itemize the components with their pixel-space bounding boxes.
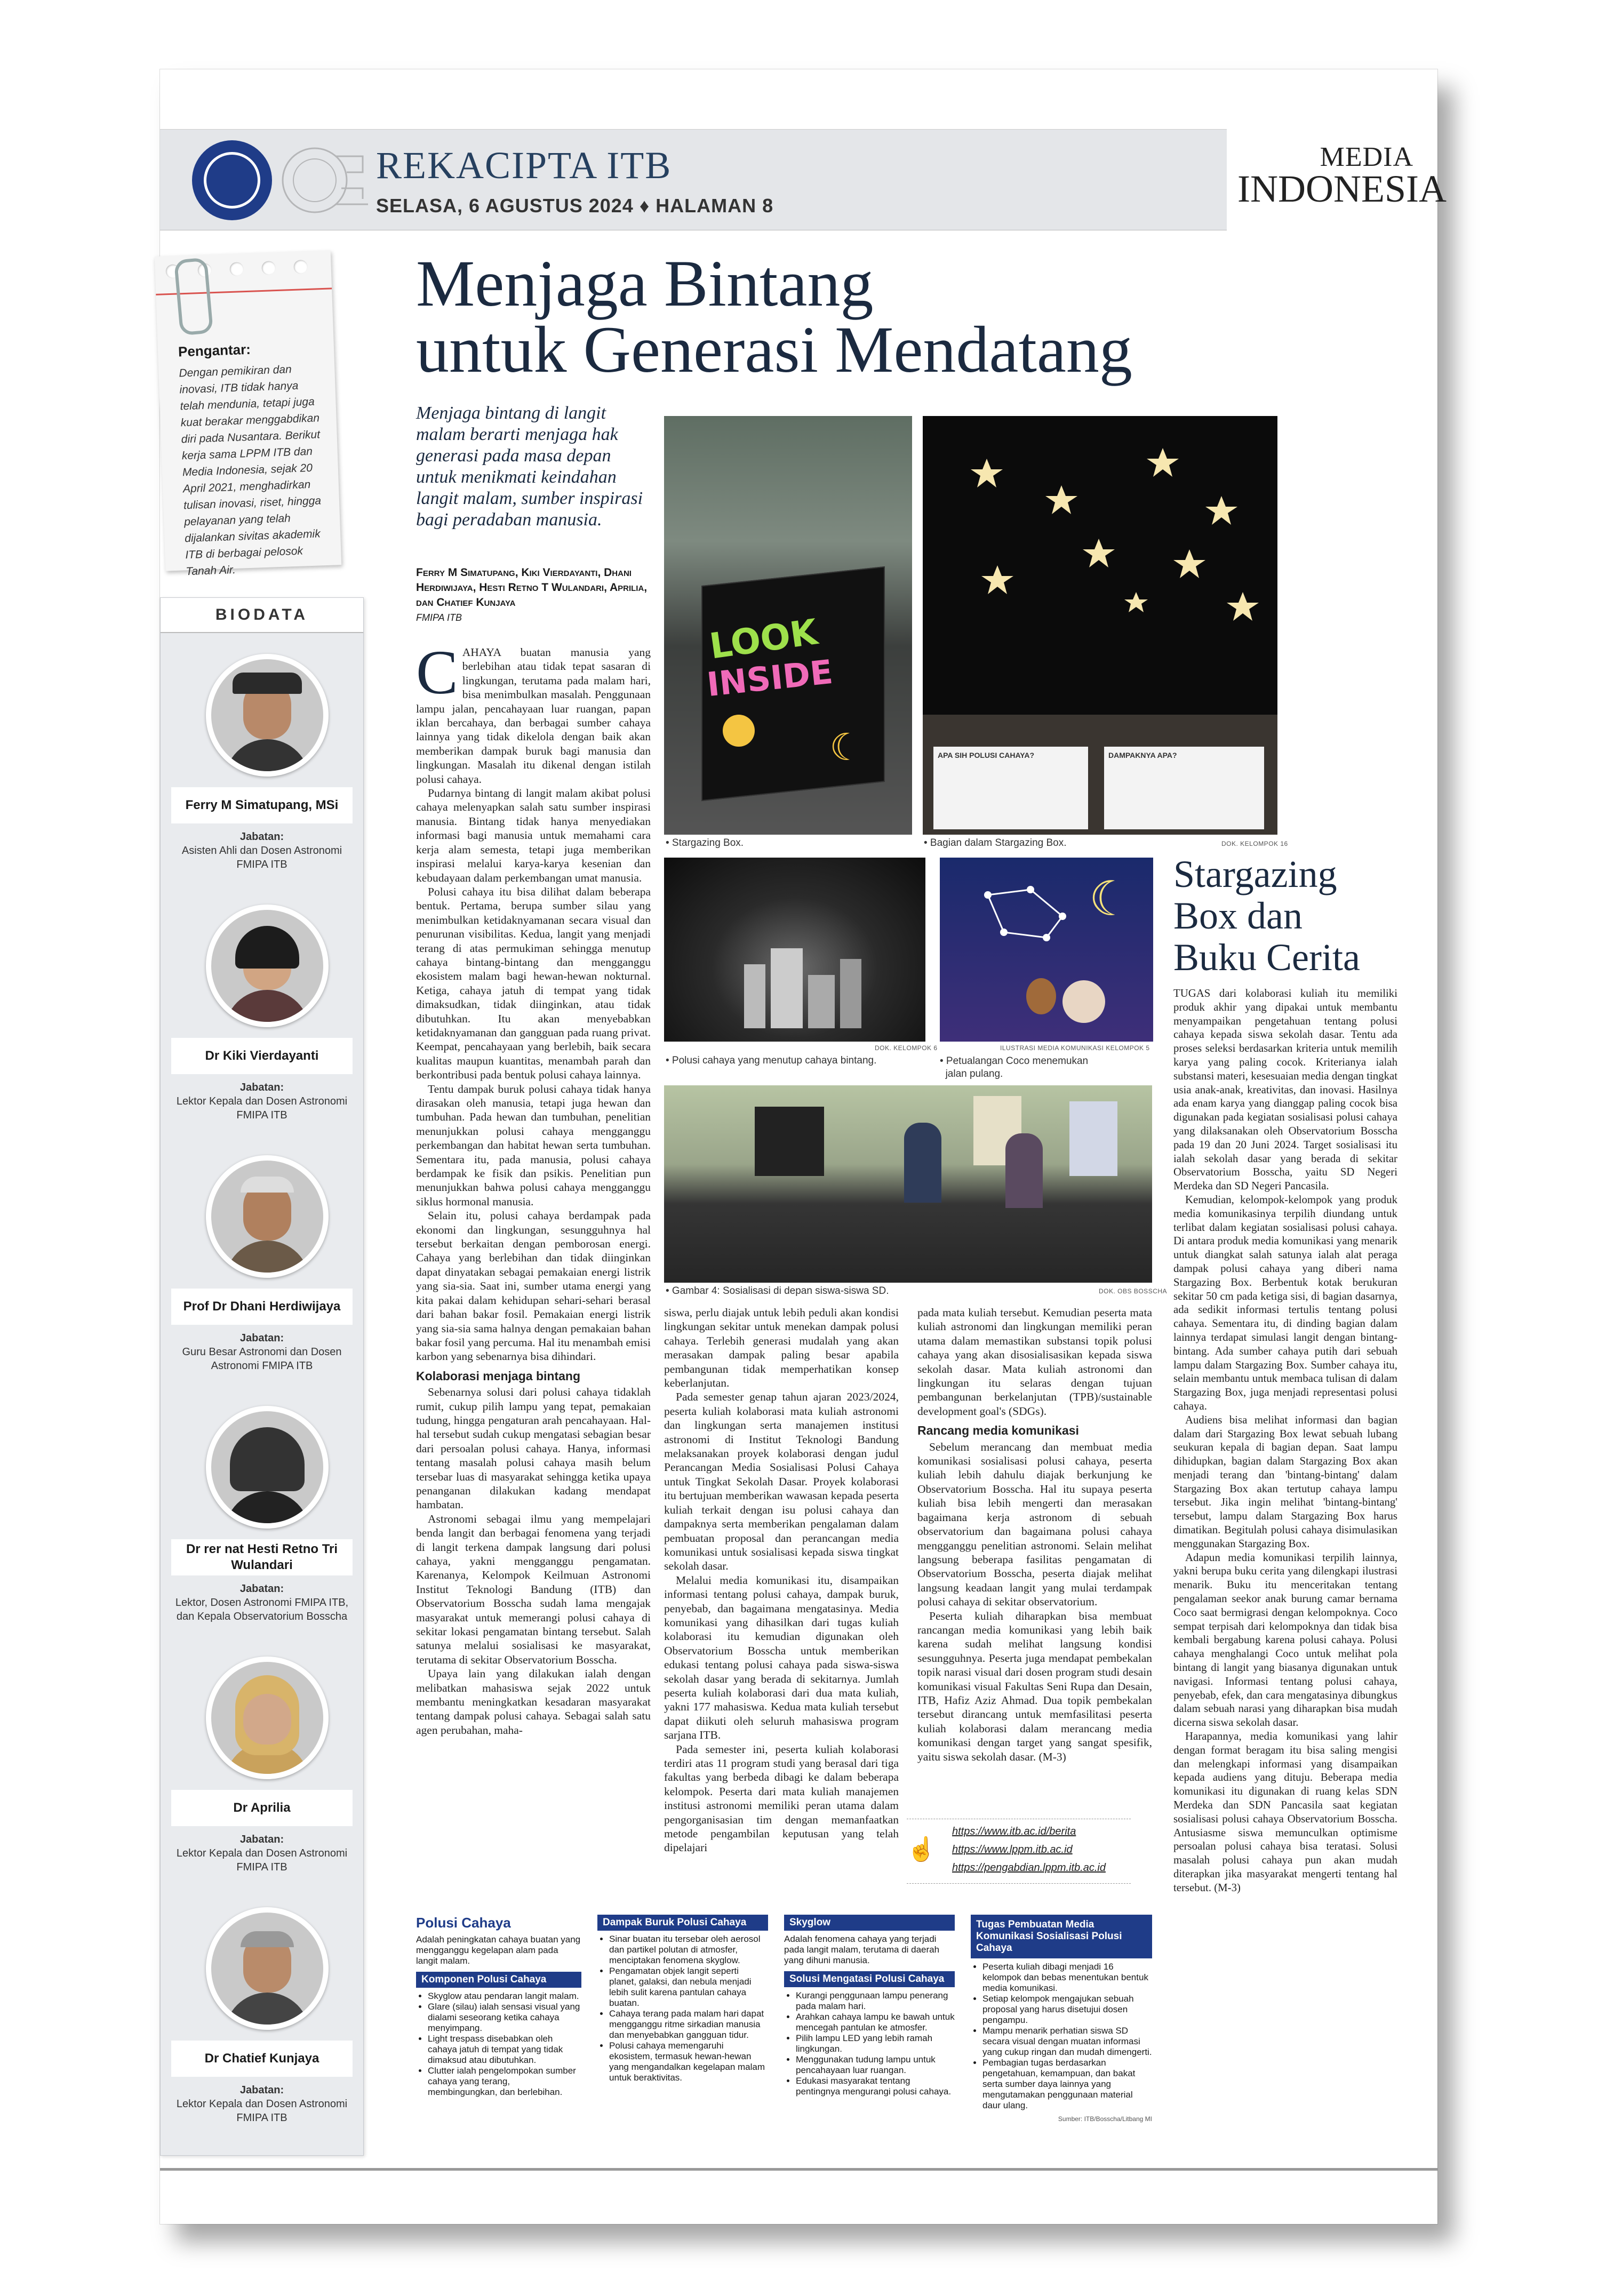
bio-person [161,905,363,1155]
photo-stargazing-box: LOOK INSIDE ☾ [664,416,912,835]
info-dampak: Dampak Buruk Polusi Cahaya • Sinar buatan itu tersebar oleh aerosol dan partikel polutan di atmosfer, menciptakan fenomena skyglow. • Pengamatan objek langit seperti planet, galaksi, dan nebula menjadi lebih sulit karena pantulan cahaya buatan. • Cahaya terang pada malam hari dapat mengganggu ritme sirkadian manusia dan menyebabkan gangguan tidur. • Polusi cahaya memengaruhi ekosistem, termasuk hewan-hewan yang mengandalkan kegelapan malam untuk beraktivitas. [597,1915,768,2083]
info-tugas: Tugas Pembuatan Media Komunikasi Sosialisasi Polusi Cahaya • Peserta kuliah dibagi menjadi 16 kelompok dan bebas menentukan bentuk media komunikasi. • Setiap kelompok mengajukan sebuah proposal yang harus disetujui dosen pengampu. • Mampu menarik perhatian siswa SD secara visual dengan muatan informasi yang cukup ringan dan mudah dimengerti. • Pembagian tugas berdasarkan pengetahuan, kemampuan, dan bakat serta sumber daya lainnya yang mengutamakan penggunaan material daur ulang. Sumber: ITB/Bosscha/Litbang MI [971,1915,1152,2123]
bio-name: Dr Chatief Kunjaya [171,2041,353,2077]
photo-inside-box: APA SIH POLUSI CAHAYA? DAMPAKNYA APA? [923,416,1277,835]
section-title: REKACIPTA ITB [376,144,672,187]
biodata-panel [160,597,364,2156]
photo-caption: • Petualangan Coco menemukan jalan pulang. [940,1055,1089,1079]
link[interactable]: https://pengabdian.lppm.itb.ac.id [952,1862,1106,1874]
bio-person [161,1657,363,1907]
article-column-3: pada mata kuliah tersebut. Kemudian peserta mata kuliah astronomi dan lingkungan memiliki peran utama dalam memastikan substansi topik polusi cahaya yang akan disosialisasikan kepada siswa sekolah dasar. Mata kuliah astronomi dan lingkungan itu selaras dengan tujuan pembangunan berkelanjutan (TPB)/sustainable development goal's (SDGs). Rancang media komunikasi Sebelum merancang dan membuat media komunikasi sosialisasi polusi cahaya, peserta kuliah lebih dahulu diajak berkunjung ke Observatorium Bosscha. Hal itu supaya peserta kuliah bisa lebih mengerti dan merasakan bagaimana kerja astronom di sebuah observatorium dan bagaimana polusi cahaya mengganggu penelitian astronomi. Selain melihat langsung beberapa fasilitas pengamatan di Observatorium Bosscha, peserta diajak melihat langsung keadaan langit yang mulai terdampak polusi cahaya di sekitar observatorium. Peserta kuliah diharapkan bisa membuat rancangan media komunikasi yang lebih baik karena sudah melihat langsung kondisi sesungguhnya. Peserta juga mendapat pembekalan topik narasi visual dari dosen program studi desain komunikasi visual Fakultas Seni Rupa dan Desain, ITB, Hafiz Aziz Ahmad. Dua topik pembekalan tersebut dirancang untuk memfasilitasi peserta kuliah kolaborasi dalam merancang media komunikasi dengan target yang sangat spesifik, yaitu siswa sekolah dasar. (M-3) [917,1306,1152,1763]
subheading: Kolaborasi menjaga bintang [416,1369,580,1383]
bio-name: Dr Kiki Vierdayanti [171,1038,353,1074]
lead-paragraph: Menjaga bintang di langit malam berarti menjaga hak generasi pada masa depan untuk menikmati keindahan langit malam, sumber inspirasi bagi peradaban manusia. [416,403,643,530]
bio-role: Jabatan: Guru Besar Astronomi dan Dosen Astronomi FMIPA ITB [182,1332,342,1372]
headline: Menjaga Bintang untuk Generasi Mendatang [416,247,1132,386]
byline: Ferry M Simatupang, Kiki Vierdayanti, Dhani Herdiwijaya, Hesti Retno T Wulandari, Aprilia, dan Chatief Kunjaya FMIPA ITB [416,566,648,623]
photo-credit: DOK. KELOMPOK 16 [1221,840,1288,847]
cursor-click-icon: ☝ [907,1836,936,1862]
avatar [206,1155,329,1278]
photo-credit: DOK. OBS BOSSCHA [1099,1287,1168,1295]
bio-person [161,1907,363,2158]
section-header [160,129,1447,230]
avatar [206,1406,329,1529]
photo-caption: • Polusi cahaya yang menutup cahaya bintang. [666,1055,877,1066]
photo-caption: • Bagian dalam Stargazing Box. [924,837,1067,849]
article-column-1: CAHAYA buatan manusia yang berlebihan atau tidak tepat sasaran di lingkungan, terutama pada malam hari, bisa menimbulkan masalah. Penggunaan lampu jalan, pencahayaan luar ruangan, papan iklan bercahaya, dan berbagai sumber cahaya lainnya yang tidak dikelola dengan baik akan memberikan dampak buruk bagi manusia dan lingkungan. Masalah itu dikenal dengan istilah polusi cahaya. Pudarnya bintang di langit malam akibat polusi cahaya melenyapkan salah satu sumber inspirasi manusia. Bintang tidak hanya menyediakan informasi bagi manusia untuk memahami cara kerja alam semesta, tetapi juga memberikan inspirasi melalui karya-karya kesenian dan kebudayaan dalam perkembangan umat manusia. Polusi cahaya itu bisa dilihat dalam beberapa bentuk. Pertama, berupa sumber silau yang menimbulkan ketidaknyamanan secara visual dan penurunan visibilitas. Kedua, langit yang menjadi terang di atas permukiman sehingga menutup cahaya bintang-bintang dan mengganggu ekosistem malam bagi hewan-hewan nokturnal. Ketiga, cahaya jatuh di tempat yang tidak dimaksudkan, tidak diinginkan, atau tidak dibutuhkan. Itu akan menyebabkan ketidaknyamanan dan gangguan pada ruang privat. Keempat, pencahayaan yang berlebih, baik secara kualitas maupun kuantitas, menambah parah dan berkontribusi pada bentuk polusi cahaya lainnya. Tentu dampak buruk polusi cahaya tidak hanya dirasakan oleh manusia, tetapi juga hewan dan tumbuhan. Pada hewan dan tumbuhan, penelitian menunjukkan polusi cahaya mengganggu perkembangan dan habitat hewan serta tumbuhan. Sementara itu, pada manusia, polusi cahaya berdampak ke fisik dan psikis. Penelitian pun menunjukkan bahwa polusi cahaya mengganggu siklus hormonal manusia. Selain itu, polusi cahaya berdampak pada ekonomi dan lingkungan, sesungguhnya hal tersebut berkaitan dengan pemborosan energi. Cahaya yang berlebihan dan tidak diinginkan dapat dinyatakan sebagai pemakaian energi listrik yang sia-sia. Saat ini, sumber utama energi yang kita pakai dalam kehidupan sehari-sehari berasal dari bahan bakar fosil. Pemakaian energi listrik yang sia-sia sama halnya dengan pemakaian bahan bakar fosil yang percuma. Hal itu menambah emisi karbon yang sebenarnya bisa dihindari. Kolaborasi menjaga bintang Sebenarnya solusi dari polusi cahaya tidaklah rumit, cukup pilih lampu yang tepat, pemakaian tudung, hingga pengaturan arah pencahayaan. Hal-hal tersebut sudah cukup mengatasi sebagian besar dari persoalan polusi cahaya. Hanya, informasi tentang masalah polusi cahaya masih belum tersebar luas di masyarakat sehingga ketika upaya penanganan dilakukan kadang mendapat hambatan. Astronomi sebagai ilmu yang mempelajari benda langit dan berbagai fenomena yang terjadi di langit terkena dampak langsung dari polusi cahaya, yakni mengganggu pengamatan. Karenanya, Kelompok Keilmuan Astronomi Institut Teknologi Bandung (ITB) dan Observatorium Bosscha sudah lama mengajak masyarakat untuk memerangi polusi cahaya di sekitar lokasi pengamatan bintang tersebut. Salah satunya melalui sosialisasi ke masyarakat, terutama di sekitar Observatorium Bosscha. Upaya lain yang dilakukan ialah dengan melibatkan mahasiswa sejak 2022 untuk membantu meningkatkan kesadaran masyarakat tentang dampak polusi cahaya. Sebagai salah satu agen perubahan, maha- [416,637,651,1737]
photo-caption: • Stargazing Box. [666,837,744,849]
biodata-heading: BIODATA [161,598,363,633]
photo-classroom [664,1085,1152,1283]
bio-name: Dr rer nat Hesti Retno Tri Wulandari [171,1539,353,1575]
photo-light-pollution [664,858,925,1042]
stars-illustration [923,416,1277,715]
itb-logo [192,140,272,220]
photo-credit: ILUSTRASI MEDIA KOMUNIKASI KELOMPOK 5 [1000,1044,1150,1052]
bio-name: Prof Dr Dhani Herdiwijaya [171,1289,353,1325]
sidebar-title: Stargazing Box dan Buku Cerita [1173,853,1360,979]
subheading: Rancang media komunikasi [917,1423,1079,1438]
paperclip-icon [174,258,213,336]
intro-title: Pengantar: [178,341,251,360]
bio-name: Dr Aprilia [171,1790,353,1826]
infographic [416,1915,1168,2149]
avatar [206,1657,329,1779]
info-polusi-cahaya: Polusi Cahaya Adalah peningkatan cahaya buatan yang mengganggu kegelapan alam pada langit malam. Komponen Polusi Cahaya • Skyglow atau pendaran langit malam. • Glare (silau) ialah sensasi visual yang dialami seseorang ketika cahaya menyimpang. • Light trespass disebabkan oleh cahaya jatuh di tempat yang tidak dimaksud atau dibutuhkan. • Clutter ialah pengelompokan sumber cahaya yang terang, membingungkan, dan berlebihan. [416,1915,581,2098]
bio-role: Jabatan: Lektor Kepala dan Dosen Astronomi FMIPA ITB [176,1834,348,1873]
intro-text: Dengan pemikiran dan inovasi, ITB tidak hanya telah mendunia, tetapi juga kuat berakar menggabdikan diri pada Nusantara. Berikut kerja sama LPPM ITB dan Media Indonesia, sejak 20 April 2021, menghadirkan tulisan inovasi, riset, hingga pelayanan yang telah dijalankan sivitas akademik ITB di berbagai pelosok Tanah Air. [179,363,322,578]
newspaper-page [160,69,1447,2224]
media-indonesia-logo: MEDIA INDONESIA [1237,142,1447,210]
avatar [206,905,329,1027]
reference-links [907,1819,1131,1884]
drop-cap: C [416,637,458,707]
avatar [206,654,329,777]
tech-pattern-icon [277,135,373,226]
bio-role: Jabatan: Lektor, Dosen Astronomi FMIPA ITB, dan Kepala Observatorium Bosscha [175,1583,349,1622]
bottom-rule [160,2168,1437,2171]
illustration-coco: ☾ [940,858,1153,1042]
avatar [206,1907,329,2030]
bio-person [161,1155,363,1406]
bio-person [161,1406,363,1657]
bio-role: Jabatan: Asisten Ahli dan Dosen Astronomi FMIPA ITB [181,831,342,870]
link[interactable]: https://www.itb.ac.id/berita [952,1826,1076,1837]
photo-caption: • Gambar 4: Sosialisasi di depan siswa-siswa SD. [666,1285,889,1297]
bio-role: Jabatan: Lektor Kepala dan Dosen Astronomi FMIPA ITB [176,1082,348,1121]
sidebar-column: TUGAS dari kolaborasi kuliah itu memiliki produk akhir yang dipakai untuk membantu menyampaikan pengetahuan tentang polusi cahaya kepada siswa sekolah dasar. Tentu ada proses seleksi berdasarkan kriteria untuk memilih karya yang paling cocok. Kriterianya ialah substansi materi, kesesuaian media dengan tingkat usia anak-anak, kreativitas, dan inovasi. Hasilnya ada enam karya yang dianggap paling cocok bisa digunakan pada kegiatan sosialisasi polusi cahaya yang dilaksanakan oleh Observatorium Bosscha pada 19 dan 20 Juni 2024. Target sosialisasi itu ialah sekolah dasar yang berada di sekitar Observatorium Bosscha, yaitu SD Negeri Merdeka dan SD Negeri Pancasila. Kemudian, kelompok-kelompok yang produk media komunikasinya terpilih diundang untuk terlibat dalam kegiatan sosialisasi polusi cahaya. Di antara produk media komunikasi yang menarik untuk diangkat salah satunya ialah alat peraga dampak polusi cahaya yang diberi nama Stargazing Box. Berbentuk kotak berukuran sekitar 50 cm pada ketiga sisi, di bagian dasarnya, ada sedikit informasi tertulis tentang polusi cahaya. Sementara itu, di dinding bagian dalam lainnya terdapat simulasi langit dengan bintang-bintang. Ada sumber cahaya putih dari sebuah lampu dalam Stargazing Box. Sumber cahaya itu, selain membantu untuk membaca tulisan di dalam Stargazing Box, juga menjadi representasi polusi cahaya. Audiens bisa melihat informasi dan bagian dalam dari Stargazing Box lewat sebuah lubang seukuran kepala di bagian depan. Saat lampu dihidupkan, bagian dalam Stargazing Box akan menjadi terang dan 'bintang-bintang' dalam Stargazing Box akan tertutup cahaya lampu tersebut. Jika ingin melihat 'bintang-bintang' tersebut, lampu dalam Stargazing Box harus dimatikan. Begitulah polusi cahaya disimulasikan menggunakan Stargazing Box. Adapun media komunikasi terpilih lainnya, yakni berupa buku cerita yang dilengkapi ilustrasi menarik. Buku itu menceritakan tentang pengalaman seekor anak burung camar bernama Coco saat bermigrasi dengan kelompoknya. Coco sempat terpisah dari kelompoknya dan tidak bisa kembali bergabung karena polusi cahaya. Polusi cahaya menghalangi Coco untuk melihat pola bintang di langit yang biasanya digunakan untuk navigasi. Informasi tentang polusi cahaya, penyebab, efek, dan cara mengatasinya dibungkus dalam sebuah narasi yang diharapkan bisa mudah dicerna siswa sekolah dasar. Harapannya, media komunikasi yang lahir dengan format beragam itu bisa saling mengisi dan melengkapi informasi yang disampaikan kepada audiens yang dituju. Beberapa media komunikasi itu digunakan di ruang kelas SDN Merdeka dan SDN Pancasila saat kegiatan sosialisasi polusi cahaya Observatorium Bosscha. Antusiasme siswa memunculkan optimisme persoalan polusi cahaya bisa teratasi. Solusi masalah polusi cahaya pun akan mudah diterapkan jika masyarakat mengerti tentang hal tersebut. (M-3) [1173,987,1397,1894]
link[interactable]: https://www.lppm.itb.ac.id [952,1844,1073,1855]
bio-name: Ferry M Simatupang, MSi [171,787,353,823]
photo-credit: DOK. KELOMPOK 6 [875,1044,938,1052]
bio-person [161,654,363,905]
article-column-2: siswa, perlu diajak untuk lebih peduli akan kondisi lingkungan sekitar untuk menekan dampak polusi cahaya. Terlebih generasi mudalah yang akan merasakan dampak paling besar apabila pembangunan tidak memperhatikan konsep keberlanjutan. Pada semester genap tahun ajaran 2023/2024, peserta kuliah kolaborasi mata kuliah astronomi dan lingkungan serta manajemen institusi astronomi di Institut Teknologi Bandung melaksanakan proyek kolaborasi dengan judul Perancangan Media Sosialisasi Polusi Cahaya untuk Tingkat Sekolah Dasar. Proyek kolaborasi itu bertujuan memberikan wawasan kepada peserta kuliah terkait dengan isu polusi cahaya dan dampaknya serta memberikan pengalaman dalam pembuatan proposal dan perancangan media komunikasi untuk sosialisasi kepada siswa tingkat sekolah dasar. Melalui media komunikasi itu, disampaikan informasi tentang polusi cahaya, dampak buruk, penyebab, dan bagaimana mengatasinya. Media komunikasi yang dihasilkan dari tugas kuliah kolaborasi itu kemudian digunakan oleh Observatorium Bosscha untuk memberikan edukasi tentang polusi cahaya pada siswa-siswa sekolah dasar yang berada di sekitarnya. Jumlah peserta kuliah kolaborasi dari dua mata kuliah, yakni 177 mahasiswa. Kedua mata kuliah tersebut dapat diikuti oleh seluruh mahasiswa program sarjana ITB. Pada semester ini, peserta kuliah kolaborasi terdiri atas 11 program studi yang berasal dari tiga fakultas yang berbeda dibagi ke dalam beberapa kelompok. Peserta dari mata kuliah manajemen institusi astronomi memiliki peran utama dalam pengorganisasian tim dengan memanfaatkan metode pengambilan keputusan yang telah dipelajari [664,1306,899,1854]
info-skyglow: Skyglow Adalah fenomena cahaya yang terjadi pada langit malam, terutama di daerah yang dihuni manusia. Solusi Mengatasi Polusi Cahaya • Kurangi penggunaan lampu penerang pada malam hari. • Arahkan cahaya lampu ke bawah untuk mencegah pantulan ke atmosfer. • Pilih lampu LED yang lebih ramah lingkungan. • Menggunakan tudung lampu untuk pencahayaan luar ruangan. • Edukasi masyarakat tentang pentingnya mengurangi polusi cahaya. [784,1915,955,2097]
bio-role: Jabatan: Lektor Kepala dan Dosen Astronomi FMIPA ITB [176,2084,348,2124]
date-line: SELASA, 6 AGUSTUS 2024 ♦ HALAMAN 8 [376,195,774,217]
